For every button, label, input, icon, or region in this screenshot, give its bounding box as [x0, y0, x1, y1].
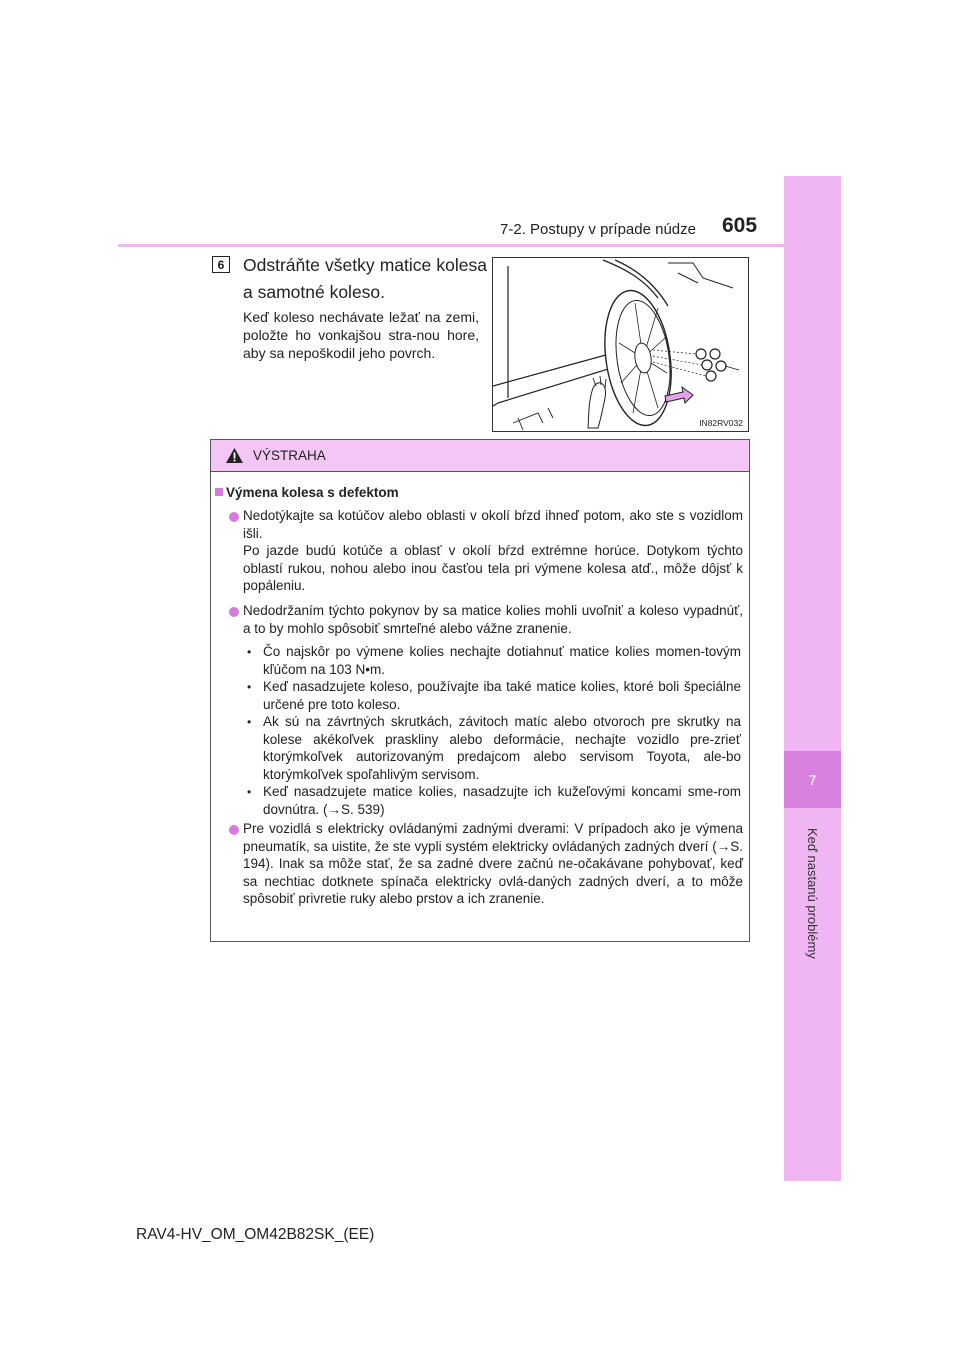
warning-topic — [215, 485, 399, 500]
bullet-2: Nedodržaním týchto pokynov by sa matice kolies mohli uvoľniť a koleso vypadnúť, a to by mohlo spôsobiť smrteľné alebo vážne zranenie. — [243, 603, 743, 636]
figure-code: IN82RV032 — [699, 418, 743, 428]
warning-label: VÝSTRAHA — [253, 448, 326, 463]
sub-bullet-1: Čo najskôr po výmene kolies nechajte dotiahnuť matice kolies momen-tovým kľúčom na 103 N•m. — [263, 644, 741, 677]
wheel-removal-figure — [492, 257, 749, 432]
round-bullet-icon — [229, 825, 239, 835]
warning-header — [211, 440, 749, 472]
round-bullet-icon — [229, 607, 239, 617]
square-bullet-icon — [215, 488, 223, 496]
step-number-badge: 6 — [212, 256, 230, 273]
step-heading: Odstráňte všetky matice kolesa a samotné koleso. — [243, 255, 487, 302]
sub-bullet-4: Keď nasadzujete matice kolies, nasadzujte ich kužeľovými koncami sme-rom dovnútra. (→S. 539) — [263, 784, 741, 817]
warning-triangle-icon — [225, 447, 244, 464]
footer-model-code: RAV4-HV_OM_OM42B82SK_(EE) — [136, 1226, 375, 1243]
sub-bullet-3: Ak sú na závrtných skrutkách, závitoch matíc alebo otvoroch pre skrutky na kolese akékoľvek praskliny alebo deformácie, nechajte vozidlo pre-zrieť ktorýmkoľvek autorizovaným predajcom alebo servisom Toyota, ale-bo ktorýmkoľvek spoľahlivým servisom. — [263, 714, 741, 782]
section-title: 7-2. Postupy v prípade núdze — [500, 221, 696, 238]
chapter-label: Keď nastanú problémy — [805, 827, 820, 959]
sub-bullet-icon: • — [247, 645, 252, 659]
step-note: Keď koleso nechávate ležať na zemi, položte ho vonkajšou stra-nou hore, aby sa nepoškodil jeho povrch. — [243, 309, 479, 361]
sub-bullet-icon: • — [247, 715, 252, 729]
bullet-3: Pre vozidlá s elektricky ovládanými zadnými dverami: V prípadoch ako je výmena pneumatík, sa uistite, že ste vypli systém elektricky ovládaných zadných dverí (→S. 194). Inak sa môže stať, že sa zadné dvere začnú ne-očakávane pohybovať, keď sa nechtiac dotknete spínača elektricky ovlá-daných zadných dverí, a to môže spôsobiť privretie ruky alebo prstov a ich zranenie. — [243, 821, 743, 906]
sub-bullet-icon: • — [247, 785, 252, 799]
header-divider — [118, 244, 784, 247]
bullet-1-line-1: Nedotýkajte sa kotúčov alebo oblasti v okolí bŕzd ihneď potom, ako ste s vozidlom išli. — [243, 508, 743, 541]
chapter-label-wrap — [784, 808, 841, 978]
sub-bullet-icon: • — [247, 680, 252, 694]
sub-bullet-2: Keď nasadzujete koleso, používajte iba také matice kolies, ktoré boli špeciálne určené pre toto koleso. — [263, 679, 741, 712]
wheel-removal-illustration-icon — [493, 258, 748, 431]
round-bullet-icon — [229, 512, 239, 522]
side-tab-top — [784, 176, 841, 751]
bullet-1-line-2: Po jazde budú kotúče a oblasť v okolí bŕzd extrémne horúce. Dotykom týchto oblastí rukou, nohou alebo inou časťou tela pri výmene kolesa atď., môže dôjsť k popáleniu. — [243, 543, 743, 593]
warning-topic-text: Výmena kolesa s defektom — [226, 485, 399, 500]
page-number: 605 — [722, 214, 758, 237]
warning-box — [210, 439, 750, 942]
chapter-number: 7 — [784, 751, 841, 808]
